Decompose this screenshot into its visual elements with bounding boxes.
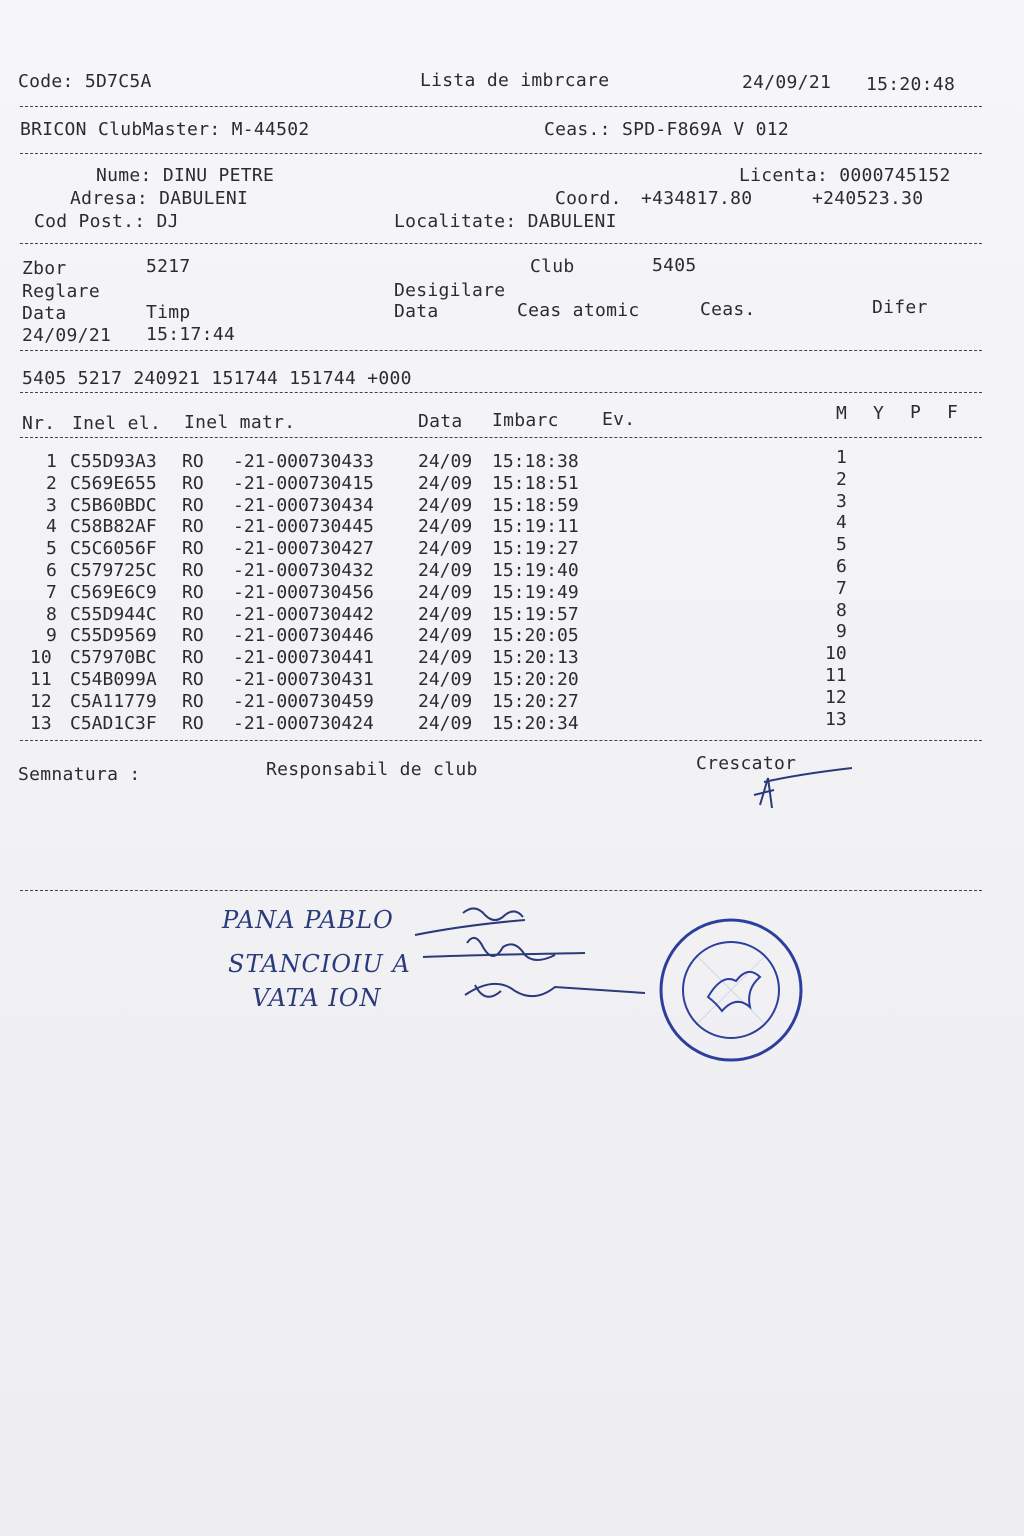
breeder-signature <box>740 760 860 820</box>
m-rank: 11 <box>825 665 847 686</box>
m-rank: 12 <box>825 686 847 708</box>
clock-date: 24/09 <box>418 669 473 690</box>
locality: Localitate: DABULENI <box>394 211 617 232</box>
country-code: RO <box>182 560 204 581</box>
row-number: 6 <box>46 560 57 581</box>
m-rank: 4 <box>836 512 847 534</box>
country-code: RO <box>182 603 204 625</box>
divider <box>20 243 982 244</box>
ring-number: -21-000730445 <box>233 516 374 538</box>
col-inel-el: Inel el. <box>72 413 162 434</box>
clock-date: 24/09 <box>418 581 473 603</box>
electronic-ring: C569E6C9 <box>70 581 157 603</box>
print-time: 15:20:48 <box>866 74 956 95</box>
electronic-ring: C5AD1C3F <box>70 712 157 734</box>
ring-number: -21-000730432 <box>233 560 374 581</box>
electronic-ring: C54B099A <box>70 669 157 690</box>
set-time: 15:17:44 <box>146 324 236 345</box>
divider <box>20 437 982 438</box>
clock-date: 24/09 <box>418 516 473 538</box>
col-y: Y <box>873 403 885 424</box>
ring-number: -21-000730442 <box>233 603 374 625</box>
table-row <box>0 517 1024 539</box>
ring-number: -21-000730427 <box>233 538 374 560</box>
print-date: 24/09/21 <box>742 72 832 93</box>
data-label: Data <box>22 303 67 324</box>
fancier-address: Adresa: DABULENI <box>70 188 249 209</box>
divider <box>20 392 982 393</box>
col-m: M <box>836 403 848 424</box>
table-row <box>0 452 1024 474</box>
col-f: F <box>947 402 959 423</box>
row-number: 3 <box>46 494 57 516</box>
document-title: Lista de imbrcare <box>420 70 610 91</box>
ring-number: -21-000730415 <box>233 472 374 494</box>
handwritten-name-2: STANCIOIU A <box>228 950 411 978</box>
clock-date: 24/09 <box>418 603 473 625</box>
row-number: 9 <box>46 625 57 647</box>
clock-date: 24/09 <box>418 625 473 647</box>
clock-time: 15:20:05 <box>492 625 579 647</box>
country-code: RO <box>182 690 204 712</box>
ring-number: -21-000730434 <box>233 494 374 516</box>
timp-label: Timp <box>146 302 191 323</box>
data2-label: Data <box>394 301 439 322</box>
electronic-ring: C579725C <box>70 560 157 581</box>
divider <box>20 350 982 351</box>
electronic-ring: C569E655 <box>70 472 157 494</box>
table-row <box>0 583 1024 605</box>
col-imbarc: Imbarc <box>492 410 559 431</box>
ring-number: -21-000730446 <box>233 625 374 647</box>
summary-line: 5405 5217 240921 151744 151744 +000 <box>22 368 412 389</box>
electronic-ring: C57970BC <box>70 647 157 669</box>
row-number: 2 <box>46 472 57 494</box>
electronic-ring: C5C6056F <box>70 538 157 560</box>
m-rank: 7 <box>836 577 847 599</box>
country-code: RO <box>182 669 204 690</box>
m-rank: 6 <box>836 556 847 577</box>
clock-date: 24/09 <box>418 560 473 581</box>
country-code: RO <box>182 625 204 647</box>
col-nr: Nr. <box>22 413 56 434</box>
ring-number: -21-000730424 <box>233 712 374 734</box>
set-date: 24/09/21 <box>22 325 112 346</box>
electronic-ring: C5A11779 <box>70 690 157 712</box>
m-rank: 8 <box>836 599 847 621</box>
row-number: 12 <box>30 690 52 712</box>
clock-time: 15:20:34 <box>492 712 579 734</box>
electronic-ring: C55D944C <box>70 603 157 625</box>
m-rank: 10 <box>825 643 847 665</box>
coord-label: Coord. <box>555 188 622 209</box>
clock-time: 15:20:13 <box>492 647 579 669</box>
difer-label: Difer <box>872 297 928 318</box>
clock-time: 15:18:51 <box>492 472 579 494</box>
ceas-label: Ceas. <box>700 299 756 320</box>
fancier-license: Licenta: 0000745152 <box>739 165 951 186</box>
clock-time: 15:20:20 <box>492 669 579 690</box>
m-rank: 1 <box>836 447 847 468</box>
zbor-value: 5217 <box>146 256 191 277</box>
clock-time: 15:19:57 <box>492 603 579 625</box>
m-rank: 3 <box>836 490 847 512</box>
club-value: 5405 <box>652 255 697 276</box>
clock-date: 24/09 <box>418 472 473 494</box>
divider <box>20 106 982 107</box>
country-code: RO <box>182 494 204 516</box>
m-rank: 13 <box>825 708 847 730</box>
table-row <box>0 561 1024 583</box>
table-row <box>0 670 1024 692</box>
clock-date: 24/09 <box>418 494 473 516</box>
fancier-name: Nume: DINU PETRE <box>96 165 275 186</box>
coord-latitude: +434817.80 <box>641 188 753 209</box>
divider <box>20 153 982 154</box>
country-code: RO <box>182 472 204 494</box>
postal-code: Cod Post.: DJ <box>34 211 179 232</box>
clock-time: 15:18:59 <box>492 494 579 516</box>
handwritten-name-3: VATA ION <box>252 984 382 1012</box>
clock-time: 15:19:27 <box>492 538 579 560</box>
divider <box>20 740 982 741</box>
clock-time: 15:19:11 <box>492 516 579 538</box>
table-row <box>0 692 1024 714</box>
electronic-ring: C5B60BDC <box>70 494 157 516</box>
row-number: 11 <box>30 669 52 690</box>
table-row <box>0 605 1024 627</box>
coord-longitude: +240523.30 <box>812 188 924 209</box>
code-label: Code: 5D7C5A <box>18 71 152 92</box>
club-stamp <box>656 915 806 1065</box>
club-responsible-label: Responsabil de club <box>266 759 478 780</box>
col-ev: Ev. <box>602 409 636 430</box>
ring-number: -21-000730456 <box>233 581 374 603</box>
table-row <box>0 496 1024 518</box>
row-number: 4 <box>46 516 57 538</box>
m-rank: 5 <box>836 534 847 556</box>
electronic-ring: C55D93A3 <box>70 451 157 472</box>
row-number: 10 <box>30 647 52 669</box>
system-label: BRICON ClubMaster: M-44502 <box>20 119 310 140</box>
row-number: 5 <box>46 538 57 560</box>
ring-number: -21-000730431 <box>233 669 374 690</box>
row-number: 8 <box>46 603 57 625</box>
ceas-atomic-label: Ceas atomic <box>517 300 640 321</box>
m-rank: 2 <box>836 468 847 490</box>
reglare-label: Reglare <box>22 281 100 302</box>
clock-time: 15:18:38 <box>492 451 579 472</box>
clock-date: 24/09 <box>418 712 473 734</box>
col-p: P <box>910 402 922 423</box>
row-number: 1 <box>46 451 57 472</box>
clock-time: 15:19:49 <box>492 581 579 603</box>
clock-time: 15:20:27 <box>492 690 579 712</box>
clock-date: 24/09 <box>418 538 473 560</box>
table-row <box>0 648 1024 670</box>
country-code: RO <box>182 516 204 538</box>
ring-number: -21-000730433 <box>233 451 374 472</box>
table-row <box>0 474 1024 496</box>
desigilare-label: Desigilare <box>394 280 506 301</box>
clock-date: 24/09 <box>418 690 473 712</box>
clock-label: Ceas.: SPD-F869A V 012 <box>544 119 790 140</box>
m-rank: 9 <box>836 621 847 643</box>
divider <box>20 890 982 891</box>
club-label: Club <box>530 256 575 277</box>
table-row <box>0 626 1024 648</box>
breeder-label: Crescator <box>696 753 797 774</box>
ring-number: -21-000730441 <box>233 647 374 669</box>
clock-time: 15:19:40 <box>492 560 579 581</box>
country-code: RO <box>182 581 204 603</box>
country-code: RO <box>182 647 204 669</box>
country-code: RO <box>182 538 204 560</box>
row-number: 7 <box>46 581 57 603</box>
col-inel-matr: Inel matr. <box>184 412 296 433</box>
table-row <box>0 539 1024 561</box>
signature-label: Semnatura : <box>18 764 141 785</box>
clock-date: 24/09 <box>418 647 473 669</box>
row-number: 13 <box>30 712 52 734</box>
electronic-ring: C55D9569 <box>70 625 157 647</box>
zbor-label: Zbor <box>22 258 67 279</box>
committee-signatures <box>405 895 655 1015</box>
table-row <box>0 714 1024 736</box>
clock-date: 24/09 <box>418 451 473 472</box>
electronic-ring: C58B82AF <box>70 516 157 538</box>
ring-number: -21-000730459 <box>233 690 374 712</box>
handwritten-name-1: PANA PABLO <box>222 906 394 934</box>
col-data: Data <box>418 411 463 432</box>
country-code: RO <box>182 712 204 734</box>
country-code: RO <box>182 451 204 472</box>
